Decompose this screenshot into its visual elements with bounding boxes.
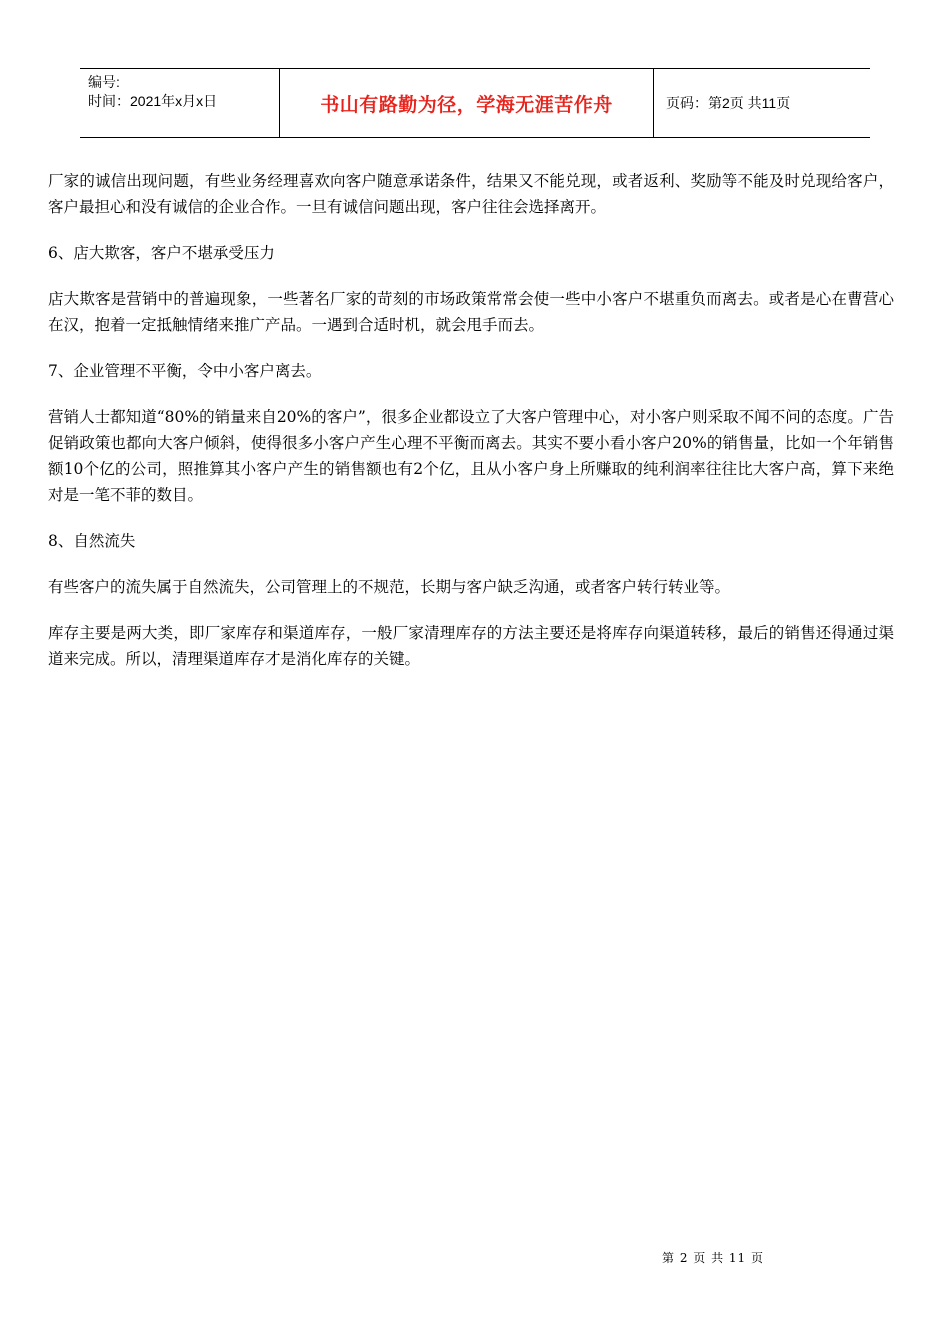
- paragraph-integrity: 厂家的诚信出现问题，有些业务经理喜欢向客户随意承诺条件，结果又不能兑现，或者返利、奖励等不能及时兑现给客户，客户最担心和没有诚信的企业合作。一旦有诚信问题出现，客户往往会选择离开。: [48, 172, 894, 216]
- paragraph-big-store: 店大欺客是营销中的普遍现象，一些著名厂家的苛刻的市场政策常常会使一些中小客户不堪重负而离去。或者是心在曹营心在汉，抱着一定抵触情绪来推广产品。一遇到合适时机，就会甩手而去。: [48, 290, 894, 334]
- heading-8: 8、自然流失: [48, 532, 136, 550]
- header-page-info: 页码：第2页 共11页: [666, 95, 791, 111]
- heading-6: 6、店大欺客，客户不堪承受压力: [48, 244, 275, 262]
- document-date: 时间：2021年x月x日: [88, 93, 218, 109]
- heading-7: 7、企业管理不平衡，令中小客户离去。: [48, 362, 322, 380]
- page-footer: 第 2 页 共 11 页: [662, 1251, 764, 1265]
- paragraph-management: 营销人士都知道“80%的销量来自20%的客户”，很多企业都设立了大客户管理中心，对小客户则采取不闻不问的态度。广告促销政策也都向大客户倾斜，使得很多小客户产生心理不平衡而离去。其实不要小看小客户20%的销售量，比如一个年销售额10个亿的公司，照推算其小客户产生的销售额也有2个亿，且从小客户身上所赚取的纯利润率往往比大客户高，算下来绝对是一笔不菲的数目。: [48, 408, 894, 504]
- header-meta: [80, 69, 280, 137]
- document-body: [48, 168, 894, 692]
- document-number-label: 编号:: [88, 74, 120, 90]
- paragraph-natural-loss: 有些客户的流失属于自然流失，公司管理上的不规范，长期与客户缺乏沟通，或者客户转行转业等。: [48, 578, 731, 596]
- paragraph-inventory: 库存主要是两大类，即厂家库存和渠道库存，一般厂家清理库存的方法主要还是将库存向渠道转移，最后的销售还得通过渠道来完成。所以，清理渠道库存才是消化库存的关键。: [48, 624, 894, 668]
- page-header: [80, 68, 870, 138]
- header-motto: 书山有路勤为径，学海无涯苦作舟: [280, 69, 654, 137]
